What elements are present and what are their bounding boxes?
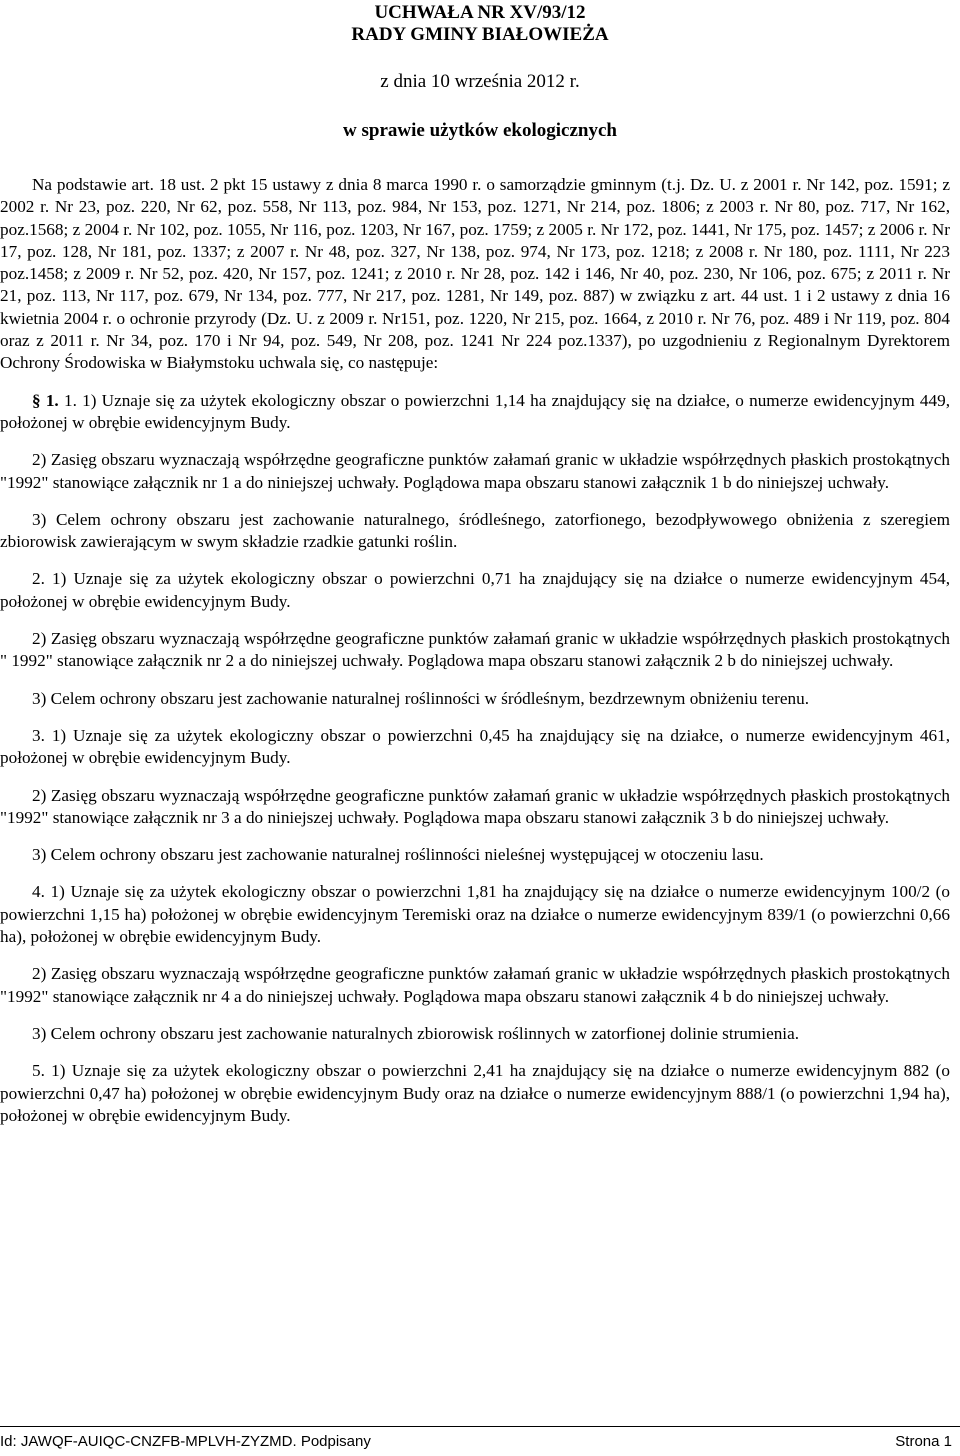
section-1-point-2-item-2: 2) Zasięg obszaru wyznaczają współrzędne geograficzne punktów załamań granic w układzie współrzędnych płaskich prostokątnych " 1992" stanowiące załącznik nr 2 a do niniejszej uchwały. Poglądowa mapa obszaru stanowi załącznik 2 b do niniejszej uchwały. <box>0 629 950 671</box>
section-1-point-1-text: 1. 1) Uznaje się za użytek ekologiczny obszar o powierzchni 1,14 ha znajdujący się na działce, o numerze ewidencyjnym 449, położonej w obrębie ewidencyjnym Budy. <box>0 390 951 432</box>
document-subject: w sprawie użytków ekologicznych <box>343 120 617 141</box>
footer-divider <box>0 1426 960 1427</box>
section-1-point-3-item-3: 3) Celem ochrony obszaru jest zachowanie naturalnej roślinności nieleśnej występującej w otoczeniu lasu. <box>32 845 764 865</box>
document-date: z dnia 10 września 2012 r. <box>380 71 580 92</box>
preamble-paragraph: Na podstawie art. 18 ust. 2 pkt 15 ustawy z dnia 8 marca 1990 r. o samorządzie gminnym (t.j. Dz. U. z 2001 r. Nr 142, poz. 1591; z 2002 r. Nr 23, poz. 220, Nr 62, poz. 558, Nr 113, poz. 984, Nr 153, poz. 1271, Nr 214, poz. 1806; z 2003 r. Nr 80, poz. 717, Nr 162, poz.1568; z 2004 r. Nr 102, poz. 1055, Nr 116, poz. 1203, Nr 167, poz. 1759; z 2005 r. Nr 172, poz. 1441, Nr 175, poz. 1457; z 2006 r. Nr 17, poz. 128, Nr 181, poz. 1337; z 2007 r. Nr 48, poz. 327, Nr 138, poz. 974, Nr 173, poz. 1218; z 2008 r. Nr 180, poz. 1111, Nr 223 poz.1458; z 2009 r. Nr 52, poz. 420, Nr 157, poz. 1241; z 2010 r. Nr 28, poz. 142 i 146, Nr 40, poz. 230, Nr 106, poz. 675; z 2011 r. Nr 21, poz. 113, Nr 117, poz. 679, Nr 134, poz. 777, Nr 217, poz. 1281, Nr 149, poz. 887) w związku z art. 44 ust. 1 i 2 ustawy z dnia 16 kwietnia 2004 r. o ochronie przyrody (Dz. U. z 2009 r. Nr151, poz. 1220, Nr 215, poz. 1664, z 2010 r. Nr 76, poz. 489 i Nr 119, poz. 804 oraz z 2011 r. Nr 34, poz. 170 i Nr 94, poz. 549, Nr 208, poz. 1241 Nr 224 poz.1337), po uzgodnieniu z Regionalnym Dyrektorem Ochrony Środowiska w Białymstoku uchwala się, co następuje: <box>0 175 950 373</box>
document-title-line-2: RADY GMINY BIAŁOWIEŻA <box>351 24 609 45</box>
section-1-point-1 <box>0 390 950 435</box>
document-body <box>0 174 950 1127</box>
section-1-point-4-item-3: 3) Celem ochrony obszaru jest zachowanie naturalnych zbiorowisk roślinnych w zatorfionej dolinie strumienia. <box>32 1023 800 1043</box>
section-1-point-5-item-1: 5. 1) Uznaje się za użytek ekologiczny obszar o powierzchni 2,41 ha znajdujący się na działce o numerze ewidencyjnym 882 (o powierzchni 0,47 ha) położonej w obrębie ewidencyjnym Budy oraz na działce o numerze ewidencyjnym 888/1 (o powierzchni 1,94 ha), położonej w obrębie ewidencyjnym Budy. <box>0 1061 950 1125</box>
footer-page-number: Strona 1 <box>895 1433 952 1450</box>
section-1-point-1-item-2: 2) Zasięg obszaru wyznaczają współrzędne geograficzne punktów załamań granic w układzie współrzędnych płaskich prostokątnych "1992" stanowiące załącznik nr 1 a do niniejszej uchwały. Poglądowa mapa obszaru stanowi załącznik 1 b do niniejszej uchwały. <box>0 450 950 492</box>
section-1-point-4-item-2: 2) Zasięg obszaru wyznaczają współrzędne geograficzne punktów załamań granic w układzie współrzędnych płaskich prostokątnych "1992" stanowiące załącznik nr 4 a do niniejszej uchwały. Poglądowa mapa obszaru stanowi załącznik 4 b do niniejszej uchwały. <box>0 964 950 1006</box>
section-1-point-3-item-1: 3. 1) Uznaje się za użytek ekologiczny obszar o powierzchni 0,45 ha znajdujący się na działce, o numerze ewidencyjnym 461, położonej w obrębie ewidencyjnym Budy. <box>0 725 950 768</box>
section-1-point-3-item-2: 2) Zasięg obszaru wyznaczają współrzędne geograficzne punktów załamań granic w układzie współrzędnych płaskich prostokątnych "1992" stanowiące załącznik nr 3 a do niniejszej uchwały. Poglądowa mapa obszaru stanowi załącznik 3 b do niniejszej uchwały. <box>0 785 950 827</box>
section-1-point-1-item-3: 3) Celem ochrony obszaru jest zachowanie naturalnego, śródleśnego, zatorfionego, bezodpływowego obniżenia z szeregiem zbiorowisk zawierającym w swym składzie rzadkie gatunki roślin. <box>0 509 950 552</box>
section-1-marker: § 1. <box>32 390 59 410</box>
footer-document-id: Id: JAWQF-AUIQC-CNZFB-MPLVH-ZYZMD. Podpisany <box>0 1433 371 1450</box>
document-title-line-1: UCHWAŁA NR XV/93/12 <box>374 2 586 23</box>
section-1-point-2-item-1: 2. 1) Uznaje się za użytek ekologiczny obszar o powierzchni 0,71 ha znajdujący się na działce o numerze ewidencyjnym 454, położonej w obrębie ewidencyjnym Budy. <box>0 569 950 611</box>
section-1-point-4-item-1: 4. 1) Uznaje się za użytek ekologiczny obszar o powierzchni 1,81 ha znajdujący się na działce o numerze ewidencyjnym 100/2 (o powierzchni 1,15 ha) położonej w obrębie ewidencyjnym Teremiski oraz na działce o numerze ewidencyjnym 839/1 (o powierzchni 0,66 ha), położonej w obrębie ewidencyjnym Budy. <box>0 882 950 947</box>
section-1-point-2-item-3: 3) Celem ochrony obszaru jest zachowanie naturalnej roślinności w śródleśnym, bezdrzewnym obniżeniu terenu. <box>32 688 810 708</box>
